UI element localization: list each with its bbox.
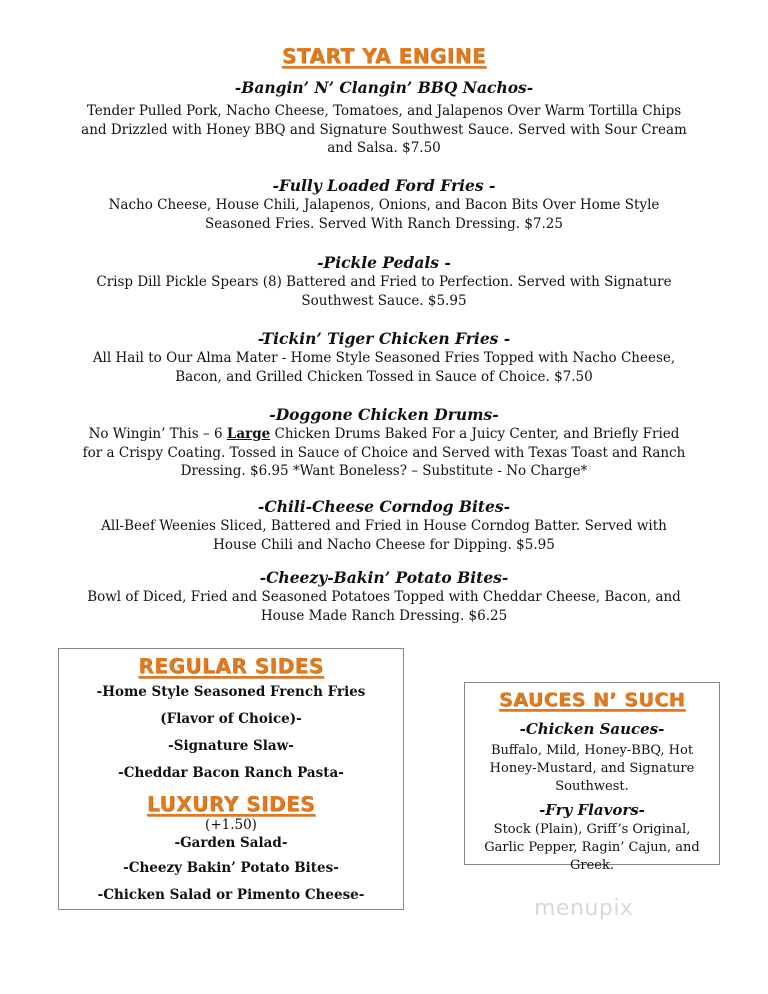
item-description: Crisp Dill Pickle Spears (8) Battered and Fried to Perfection. Served with Signature Southwest Sauce. $5.95: [96, 274, 672, 309]
side-item: -Cheezy Bakin’ Potato Bites-: [123, 860, 339, 876]
item-description: Nacho Cheese, House Chili, Jalapenos, Onions, and Bacon Bits Over Home Style Seasoned Fries. Served With Ranch Dressing. $7.25: [108, 197, 660, 232]
side-item: -Garden Salad-: [174, 835, 288, 851]
sides-box: [58, 648, 404, 910]
menu-item-chicken-drums: [80, 405, 688, 481]
item-name: -Doggone Chicken Drums-: [269, 405, 499, 424]
item-description: All-Beef Weenies Sliced, Battered and Fried in House Corndog Batter. Served with House Chili and Nacho Cheese for Dipping. $5.95: [101, 518, 667, 553]
section-title-luxury-sides: LUXURY SIDES: [146, 792, 316, 816]
menu-item-bbq-nachos: [80, 78, 688, 158]
large-emphasis: Large: [226, 426, 271, 442]
side-item: -Cheddar Bacon Ranch Pasta-: [118, 765, 344, 781]
luxury-price: (+1.50): [205, 817, 257, 833]
side-item: -Chicken Salad or Pimento Cheese-: [97, 887, 365, 903]
fry-flavors-list: Stock (Plain), Griff’s Original, Garlic Pepper, Ragin’ Cajun, and Greek.: [484, 822, 700, 873]
menupix-watermark: menupix: [534, 896, 634, 921]
item-name: -Bangin’ N’ Clangin’ BBQ Nachos-: [234, 78, 534, 97]
item-description: No Wingin’ This – 6 Large Chicken Drums Baked For a Juicy Center, and Briefly Fried for a Crispy Coating. Tossed in Sauce of Choice and Served with Texas Toast and Ranch Dressing. $6.95 *Want Boneless? – Substitute - No Charge*: [82, 426, 686, 479]
menu-item-tiger-chicken-fries: [80, 329, 688, 386]
item-name: -Tickin’ Tiger Chicken Fries -: [257, 329, 511, 348]
item-name: -Fully Loaded Ford Fries -: [272, 176, 496, 195]
chicken-sauces-list: Buffalo, Mild, Honey-BBQ, Hot Honey-Mustard, and Signature Southwest.: [489, 743, 695, 794]
section-title-start-ya-engine: START YA ENGINE: [281, 44, 487, 68]
menu-item-potato-bites: [80, 568, 688, 625]
item-description: Bowl of Diced, Fried and Seasoned Potatoes Topped with Cheddar Cheese, Bacon, and House Made Ranch Dressing. $6.25: [87, 589, 681, 624]
fry-flavors-heading: -Fry Flavors-: [539, 801, 645, 819]
side-item: -Home Style Seasoned French Fries (Flavor of Choice)-: [96, 684, 366, 727]
menu-item-ford-fries: [80, 176, 688, 233]
menu-item-pickle-pedals: [80, 253, 688, 310]
section-title-regular-sides: REGULAR SIDES: [138, 654, 324, 678]
sauces-box: [464, 682, 720, 873]
chicken-sauces-heading: -Chicken Sauces-: [519, 720, 665, 738]
item-name: -Pickle Pedals -: [317, 253, 451, 272]
menu-item-corndog-bites: [80, 497, 688, 554]
item-name: -Cheezy-Bakin’ Potato Bites-: [259, 568, 509, 587]
item-description: All Hail to Our Alma Mater - Home Style Seasoned Fries Topped with Nacho Cheese, Bacon, and Grilled Chicken Tossed in Sauce of Choice. $7.50: [92, 350, 676, 385]
item-name: -Chili-Cheese Corndog Bites-: [257, 497, 511, 516]
section-title-sauces: SAUCES N’ SUCH: [498, 689, 686, 711]
item-description: Tender Pulled Pork, Nacho Cheese, Tomatoes, and Jalapenos Over Warm Tortilla Chips and Drizzled with Honey BBQ and Signature Southwest Sauce. Served with Sour Cream and Salsa. $7.50: [81, 103, 687, 156]
side-item: -Signature Slaw-: [168, 738, 294, 754]
